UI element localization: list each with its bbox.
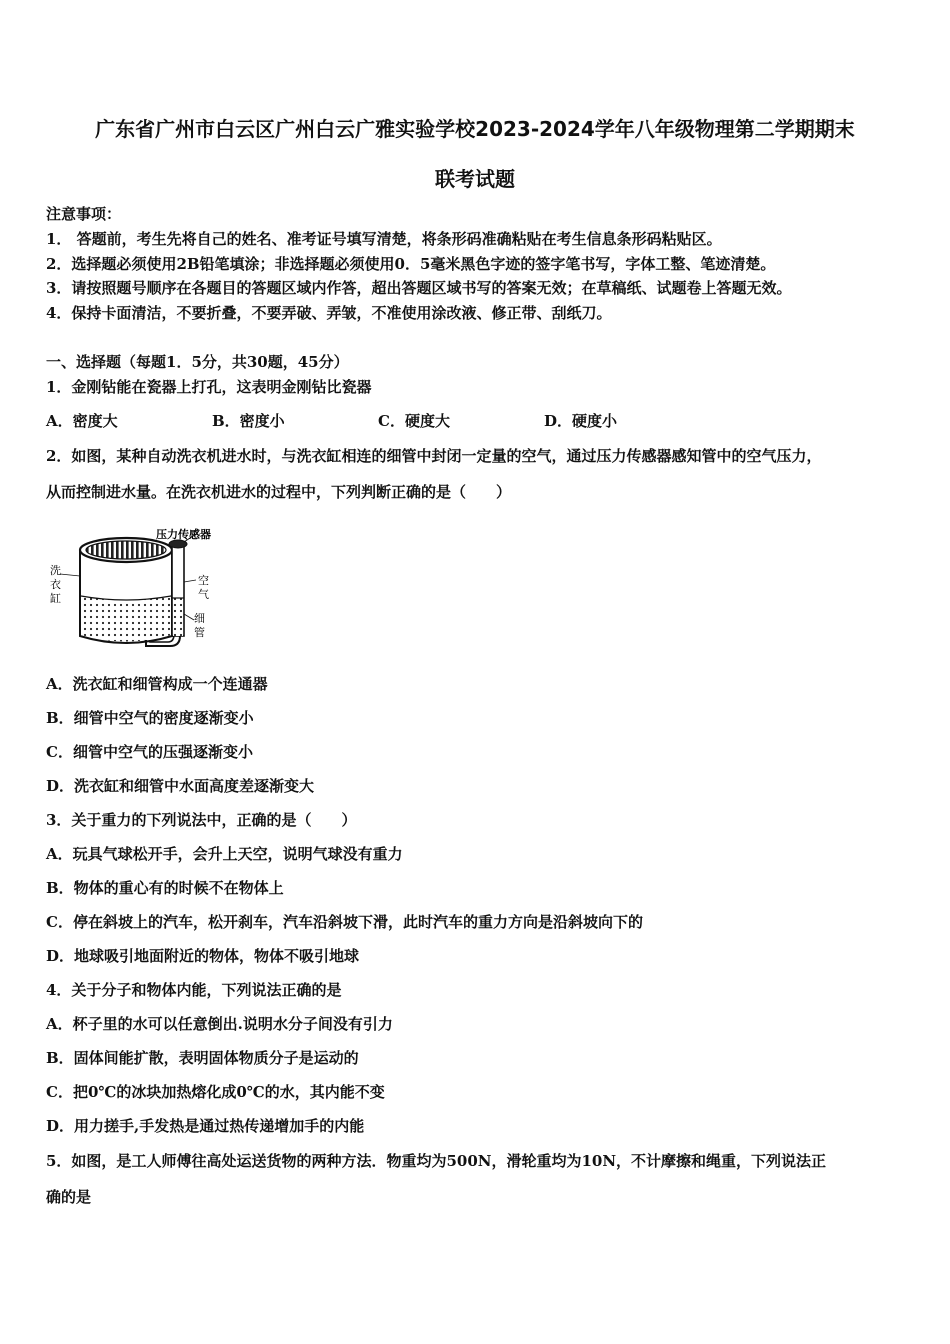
q3-option-a: A．玩具气球松开手，会升上天空，说明气球没有重力 — [46, 845, 403, 863]
q2-stem-line2: 从而控制进水量。在洗衣机进水的过程中，下列判断正确的是（ ） — [46, 483, 512, 501]
q2-stem-line1: 2．如图，某种自动洗衣机进水时，与洗衣缸相连的细管中封闭一定量的空气，通过压力传感器感知管中的空气压力， — [46, 447, 822, 465]
notice-item-2: 2．选择题必须使用2B铅笔填涂；非选择题必须使用0．5毫米黑色字迹的签字笔书写，字体工整、笔迹清楚。 — [46, 255, 776, 273]
q1-option-d: D．硬度小 — [544, 412, 618, 430]
q4-option-c: C．把0℃的冰块加热熔化成0℃的水，其内能不变 — [46, 1083, 385, 1101]
q2-option-a: A．洗衣缸和细管构成一个连通器 — [46, 675, 268, 693]
document-title-line2: 联考试题 — [435, 167, 515, 191]
tub-label-2: 衣 — [50, 578, 61, 591]
notice-item-4: 4．保持卡面清洁，不要折叠，不要弄破、弄皱，不准使用涂改液、修正带、刮纸刀。 — [46, 304, 612, 322]
air-label-2: 气 — [198, 588, 209, 601]
q4-option-a: A．杯子里的水可以任意倒出.说明水分子间没有引力 — [46, 1015, 393, 1033]
q5-stem-line2: 确的是 — [46, 1188, 92, 1206]
q4-option-b: B．固体间能扩散，表明固体物质分子是运动的 — [46, 1049, 359, 1067]
q5-stem-line1: 5．如图，是工人师傅往高处运送货物的两种方法．物重均为500N，滑轮重均为10N，不计摩擦和绳重，下列说法正 — [46, 1152, 827, 1170]
q1-option-a: A．密度大 — [46, 412, 118, 430]
tube-label-2: 管 — [194, 626, 205, 639]
q2-option-c: C．细管中空气的压强逐渐变小 — [46, 743, 253, 761]
notice-item-1: 1． 答题前，考生先将自己的姓名、准考证号填写清楚，将条形码准确粘贴在考生信息条形码粘贴区。 — [46, 230, 722, 248]
sensor-label: 压力传感器 — [156, 528, 211, 541]
tube-label-1: 细 — [194, 612, 205, 625]
q1-stem: 1．金刚钻能在瓷器上打孔，这表明金刚钻比瓷器 — [46, 378, 372, 396]
q1-option-c: C．硬度大 — [378, 412, 450, 430]
washing-machine-figure — [46, 524, 216, 658]
tub-label-3: 缸 — [50, 592, 61, 605]
notice-item-3: 3．请按照题号顺序在各题目的答题区域内作答，超出答题区域书写的答案无效；在草稿纸、试题卷上答题无效。 — [46, 279, 792, 297]
q3-stem: 3．关于重力的下列说法中，正确的是（ ） — [46, 811, 357, 829]
air-label-1: 空 — [198, 574, 209, 587]
q2-option-b: B．细管中空气的密度逐渐变小 — [46, 709, 254, 727]
q4-stem: 4．关于分子和物体内能，下列说法正确的是 — [46, 981, 342, 999]
q2-option-d: D．洗衣缸和细管中水面高度差逐渐变大 — [46, 777, 315, 795]
section-heading: 一、选择题（每题1．5分，共30题，45分） — [46, 353, 349, 371]
q3-option-d: D．地球吸引地面附近的物体，物体不吸引地球 — [46, 947, 360, 965]
document-title-line1: 广东省广州市白云区广州白云广雅实验学校2023-2024学年八年级物理第二学期期末 — [95, 117, 855, 141]
q4-option-d: D．用力搓手,手发热是通过热传递增加手的内能 — [46, 1117, 365, 1135]
q3-option-c: C．停在斜坡上的汽车，松开刹车，汽车沿斜坡下滑，此时汽车的重力方向是沿斜坡向下的 — [46, 913, 643, 931]
q1-option-b: B．密度小 — [212, 412, 285, 430]
tub-label-1: 洗 — [50, 564, 61, 577]
notice-heading: 注意事项： — [46, 205, 122, 223]
q3-option-b: B．物体的重心有的时候不在物体上 — [46, 879, 284, 897]
